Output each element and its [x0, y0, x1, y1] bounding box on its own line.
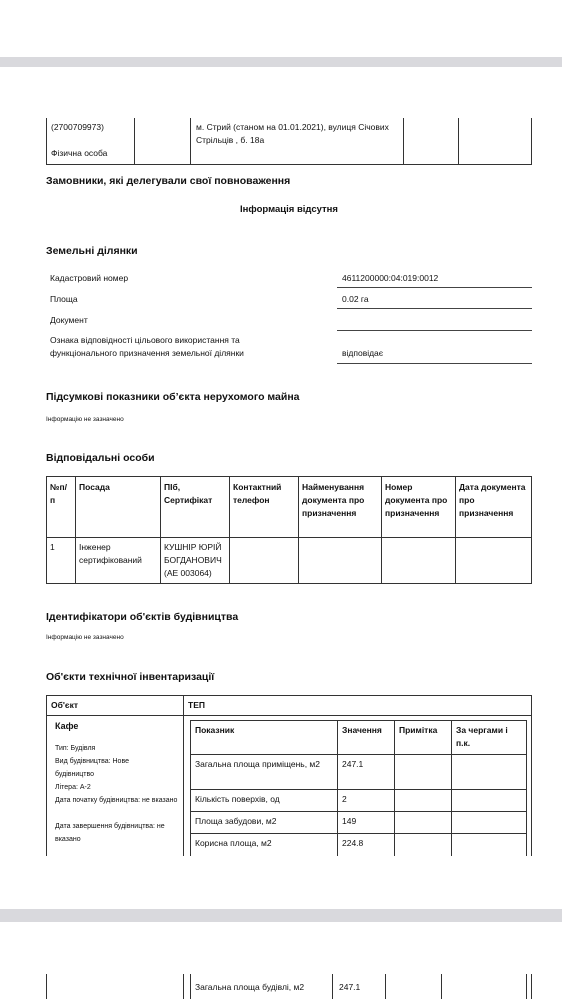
col-doc-date: Дата документа про призначення	[456, 477, 532, 538]
object-name: Кафе	[55, 721, 79, 731]
tep-cell-value: 224.8	[338, 834, 395, 856]
customer-type: Фізична особа	[51, 148, 108, 158]
cell-doc-name	[299, 538, 382, 584]
object-start-date: Дата початку будівництва: не вказано	[55, 797, 178, 804]
col-number: №п/п	[47, 477, 76, 538]
tep-col-note: Примітка	[395, 721, 452, 755]
continued-indicator: Загальна площа будівлі, м2	[195, 982, 305, 992]
land-label-purpose: Ознака відповідності цільового використання та функціонального призначення земельної ділянки	[50, 335, 244, 358]
tep-cell-value: 2	[338, 790, 395, 812]
tep-cell-queues	[452, 812, 527, 834]
tep-cell-indicator: Площа забудови, м2	[191, 812, 338, 834]
tep-cell-note	[395, 790, 452, 812]
tep-cell-queues	[452, 755, 527, 790]
land-value-cadastral: 4611200000:04:019:0012	[342, 273, 439, 283]
inventory-col-tep: ТЕП	[188, 700, 205, 710]
tep-cell-indicator: Кількість поверхів, од	[191, 790, 338, 812]
page-gap-top	[0, 57, 562, 67]
table-row	[191, 812, 527, 834]
summary-title: Підсумкові показники об’єкта нерухомого майна	[46, 391, 300, 403]
tep-cell-indicator: Загальна площа приміщень, м2	[191, 755, 338, 790]
tep-header-row	[191, 721, 527, 755]
identifiers-title: Ідентифікатори об'єктів будівництва	[46, 611, 239, 623]
cell-number: 1	[47, 538, 76, 584]
object-letter: Літера: А-2	[55, 784, 91, 791]
table-row	[47, 538, 532, 584]
responsible-table	[46, 476, 532, 584]
tep-cell-note	[395, 812, 452, 834]
land-label-area: Площа	[50, 294, 78, 304]
responsible-header-row	[47, 477, 532, 538]
tep-col-value: Значення	[338, 721, 395, 755]
cell-doc-date	[456, 538, 532, 584]
land-value-purpose: відповідає	[342, 348, 384, 358]
col-phone: Контактний телефон	[230, 477, 299, 538]
tep-cell-queues	[452, 834, 527, 856]
delegates-absent: Інформація відсутня	[240, 204, 338, 215]
inventory-col-object: Об'єкт	[51, 700, 78, 710]
col-name-cert: ПІб, Сертифікат	[161, 477, 230, 538]
land-line-1	[337, 287, 532, 288]
tep-table	[190, 720, 527, 856]
table-row	[191, 834, 527, 856]
land-title: Земельні ділянки	[46, 245, 138, 257]
inventory-title: Об'єкти технічної інвентаризації	[46, 671, 215, 683]
inventory-table	[46, 695, 532, 856]
continued-value: 247.1	[339, 982, 361, 992]
tep-cell-queues	[452, 790, 527, 812]
top-row-table	[46, 118, 532, 165]
cell-position: Інженер сертифікований	[76, 538, 161, 584]
tep-cell-value: 247.1	[338, 755, 395, 790]
cell-doc-number	[382, 538, 456, 584]
col-position: Посада	[76, 477, 161, 538]
land-label-cadastral: Кадастровий номер	[50, 273, 129, 283]
object-type: Тип: Будівля	[55, 745, 96, 752]
continued-table	[46, 974, 532, 999]
object-construction-kind: Вид будівництва: Нове будівництво	[55, 758, 129, 778]
page-gap-bottom	[0, 909, 562, 922]
table-row	[191, 755, 527, 790]
land-line-3	[337, 330, 532, 331]
responsible-title: Відповідальні особи	[46, 452, 155, 464]
tep-cell-note	[395, 755, 452, 790]
cell-name-cert: КУШНІР ЮРІЙ БОГДАНОВИЧ (АЕ 003064)	[161, 538, 230, 584]
land-value-area: 0.02 га	[342, 294, 369, 304]
land-label-document: Документ	[50, 315, 88, 325]
col-doc-name: Найменування документа про призначення	[299, 477, 382, 538]
cell-phone	[230, 538, 299, 584]
land-line-2	[337, 308, 532, 309]
land-line-4	[337, 363, 532, 364]
table-row	[191, 790, 527, 812]
col-doc-number: Номер документа про призначення	[382, 477, 456, 538]
tep-col-indicator: Показник	[191, 721, 338, 755]
tep-cell-value: 149	[338, 812, 395, 834]
tep-cell-note	[395, 834, 452, 856]
delegates-title: Замовники, які делегували свої повноваження	[46, 175, 291, 187]
identifiers-note: Інформацію не зазначено	[46, 634, 124, 641]
tep-cell-indicator: Корисна площа, м2	[191, 834, 338, 856]
customer-code: (2700709973)	[51, 122, 104, 132]
object-end-date: Дата завершення будівництва: не вказано	[55, 823, 165, 843]
tep-col-queues: За чергами і п.к.	[452, 721, 527, 755]
customer-address: м. Стрий (станом на 01.01.2021), вулиця Січових Стрільців , б. 18а	[196, 122, 389, 145]
summary-note: Інформацію не зазначено	[46, 416, 124, 423]
